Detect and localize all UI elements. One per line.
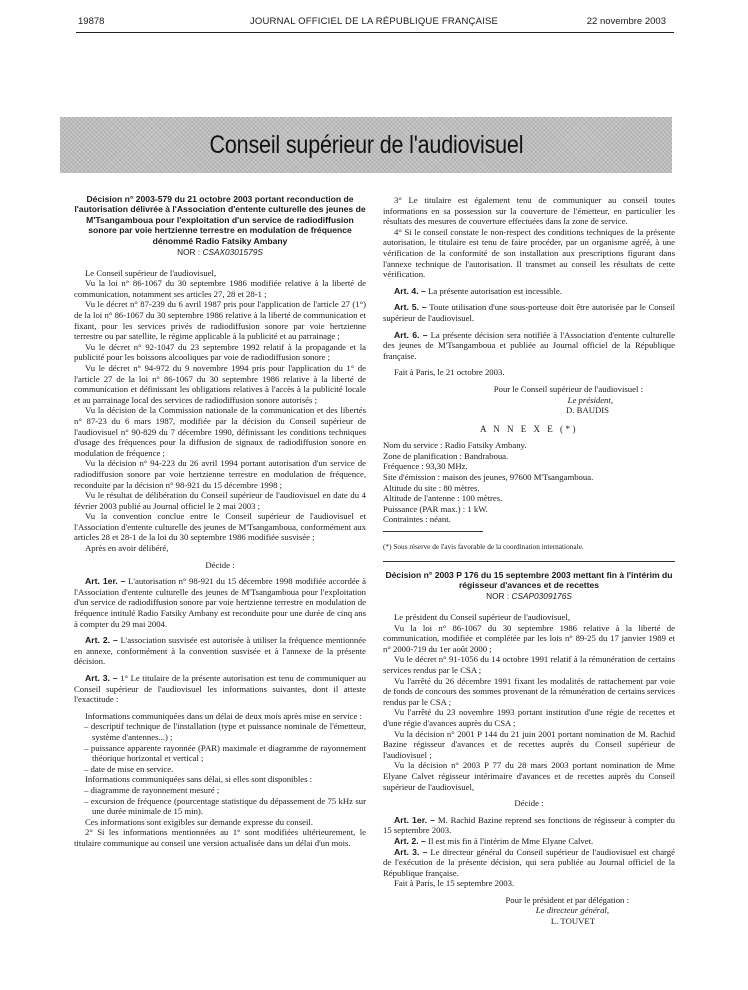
paragraph: Vu la loi n° 86-1067 du 30 septembre 1986 relative à la liberté de communication, modifiée et complétée par les lois n° 89-25 du 17 janvier 1989 et n° 2000-719 du 1er août 2000 ;: [383, 622, 675, 654]
list-item: – date de mise en service.: [84, 763, 174, 774]
article-2: [74, 635, 366, 667]
decide-heading: Décide :: [205, 559, 235, 570]
signature-title: Le directeur général,: [535, 905, 609, 916]
annex-footnote: (*) Sous réserve de l'avis favorable de la coordination internationale.: [383, 542, 584, 552]
annex-line: Altitude de l'antenne : 100 mètres.: [383, 493, 503, 504]
footnote-rule: [383, 531, 483, 532]
decide-heading: Décide :: [514, 798, 544, 809]
paragraph: Vu la convention conclue entre le Conseil supérieur de l'audiovisuel et l'Association d'entente culturelle des jeunes de M'Tsangamboua, conformément aux articles 28 et 28-1 de la loi du 30 septembre 1986 modifiée susvisée ;: [74, 511, 366, 543]
article-1: [74, 576, 366, 629]
paragraph: Informations communiquées sans délai, si elles sont disponibles :: [85, 774, 313, 785]
list: [74, 721, 366, 774]
paragraph: Vu la loi n° 86-1067 du 30 septembre 1986 modifiée relative à la liberté de communication, notamment ses articles 27, 28 et 28-1 ;: [74, 278, 366, 299]
paragraph: Le Conseil supérieur de l'audiovisuel,: [85, 267, 217, 278]
article-6: [383, 330, 675, 362]
paragraph: Vu l'arrêté du 26 décembre 1991 fixant les modalités de rattachement par voie de fonds de concours des sommes provenant de la rémunération de certains services rendus par le CSA ;: [383, 675, 675, 707]
signature-name: L. TOUVET: [550, 916, 595, 927]
paragraph: Vu la décision n° 94-223 du 26 avril 1994 portant autorisation d'un service de radiodiffusion sonore par voie hertzienne terrestre en modulation de fréquence, reconduite par la décision n° 98-921 du 15 décembre 1998 ;: [74, 458, 366, 490]
list-item: – excursion de fréquence (pourcentage statistique du dépassement de 75 kHz sur une durée minimale de 15 min).: [84, 795, 366, 817]
list-item: – puissance apparente rayonnée (PAR) maximale et diagramme de rayonnement théorique horizontal et vertical ;: [84, 742, 366, 764]
article-label: Art. 2. –: [85, 635, 118, 646]
annex-title: A N N E X E (*): [480, 423, 578, 434]
article-label: Art. 5. –: [394, 302, 427, 313]
page-number: 19878: [78, 16, 105, 27]
article-text: Toute utilisation d'une sous-porteuse doit être autorisée par le Conseil supérieur de l'audiovisuel.: [383, 302, 676, 323]
article-label: Art. 4. –: [394, 285, 426, 296]
paragraph: Vu le décret n° 91-1056 du 14 octobre 1991 relatif à la rémunération de certains services rendus par le CSA ;: [383, 654, 675, 675]
paragraph: Vu le décret n° 92-1047 du 23 septembre 1992 relatif à la propagande et la publicité pour les boissons alcooliques par voie de radiodiffusion sonore ;: [74, 341, 366, 363]
header-rule: [76, 32, 674, 33]
article-label: Art. 3. –: [394, 846, 428, 857]
article-label: Art. 1er. –: [85, 576, 126, 587]
list: [74, 785, 366, 817]
issue-date: 22 novembre 2003: [586, 16, 666, 27]
annex-line: Altitude du site : 80 mètres.: [383, 482, 480, 493]
paragraph: 3° Le titulaire est également tenu de communiquer au conseil toutes informations en sa possession sur la couverture de l'émetteur, en particulier les résultats des mesures de couverture effectuées dans la zone de service.: [383, 195, 675, 227]
annex-line: Nom du service : Radio Fatsiky Ambany.: [383, 440, 527, 451]
page-header: [0, 12, 748, 32]
nor-code: CSAX0301579S: [202, 247, 263, 258]
article-text: M. Rachid Bazine reprend ses fonctions de régisseur à compter du 15 septembre 2003.: [383, 814, 676, 836]
paragraph: 2° Si les informations mentionnées au 1° sont modifiées ultérieurement, le titulaire communique au conseil une version actualisée dans un délai d'un mois.: [74, 827, 366, 848]
done-at: Fait à Paris, le 21 octobre 2003.: [394, 367, 505, 378]
article-text: La présente autorisation est incessible.: [428, 285, 562, 296]
article-text: Il est mis fin à l'intérim de Mme Elyane Calvet.: [428, 835, 594, 846]
annex-list: [383, 440, 675, 525]
article-4: [383, 286, 675, 297]
list-item: – diagramme de rayonnement mesuré ;: [84, 784, 220, 795]
decision1-title: Décision n° 2003-579 du 21 octobre 2003 portant reconduction de l'autorisation délivrée à l'Association d'entente culturelle des jeunes de M'Tsangamboua pour l'exploitation d'un service de radiodiffusion sonore par voie hertzienne terrestre en modulation de fréquence dénommé Radio Fatsiky Ambany: [74, 194, 366, 246]
article-5: [383, 302, 675, 323]
article-label: Art. 2. –: [394, 835, 426, 846]
section-divider: [383, 561, 675, 562]
paragraph: Vu le décret n° 87-239 du 6 avril 1987 pris pour l'application de l'article 27 (1°) de la loi n° 86-1067 du 30 septembre 1986 relative à la liberté de communication et fixant, pour les services privés de radiodiffusion sonore par voie hertzienne terrestre ou par satellite, le régime applicable à la publicité et au parrainage ;: [74, 299, 366, 342]
decision2-title: Décision n° 2003 P 176 du 15 septembre 2003 mettant fin à l'intérim du régisseur d'avances et de recettes: [385, 569, 673, 591]
list-item: – descriptif technique de l'installation (type et puissance nominale de l'émetteur, système d'antennes...) ;: [84, 721, 366, 742]
paragraph: Vu la décision n° 2003 P 77 du 28 mars 2003 portant nomination de Mme Elyane Calvet régisseur intérimaire d'avances et de recettes auprès du Conseil supérieur de l'audiovisuel,: [383, 760, 675, 792]
done-at: Fait à Paris, le 15 septembre 2003.: [394, 878, 515, 889]
nor-label: NOR :: [486, 591, 510, 602]
paragraph: 4° Si le conseil constate le non-respect des conditions techniques de la présente autorisation, le titulaire est tenu de faire procéder, par un organisme agréé, à une vérification de la conformité de son installation aux prescriptions figurant dans l'annexe technique de l'autorisation. Il transmet au conseil les résultats de cette vérification.: [383, 226, 675, 280]
annex-line: Site d'émission : maison des jeunes, 97600 M'Tsangamboua.: [383, 472, 594, 483]
paragraph: Ces informations sont exigibles sur demande expresse du conseil.: [85, 816, 314, 827]
article-text: L'autorisation n° 98-921 du 15 décembre 1998 modifiée accordée à l'Association d'entente culturelle des jeunes de M'Tsangamboua pour l'exploitation d'un service de radiodiffusion sonore par voie hertzienne terrestre en modulation de fréquence intitulé Radio Fatsiky Ambany est reconduite pour une durée de cinq ans à compter du 29 mai 2004.: [74, 576, 366, 629]
nor-code: CSAP0309176S: [511, 591, 572, 602]
journal-title: JOURNAL OFFICIEL DE LA RÉPUBLIQUE FRANÇAISE: [249, 16, 499, 27]
article-1: [383, 815, 675, 836]
article-3: [383, 847, 675, 879]
paragraph: Informations communiquées dans un délai de deux mois après mise en service :: [85, 710, 362, 721]
paragraph: Vu le décret n° 94-972 du 9 novembre 1994 pris pour l'application du 1° de l'article 27 de la loi n° 86-1067 du 30 septembre 1986 relative à la liberté de communication et définissant les obligations relatives à l'accès à la publicité locale et au parrainage local des services de radiodiffusion sonore autorisés ;: [74, 362, 366, 405]
paragraph: Vu l'arrêté du 23 novembre 1993 portant institution d'une régie de recettes et d'une régie d'avances auprès du CSA ;: [383, 707, 675, 728]
signature-line: Pour le président et par délégation :: [505, 894, 629, 905]
section-title: Conseil supérieur de l'audiovisuel: [209, 130, 523, 159]
article-text: 1° Le titulaire de la présente autorisation est tenu de communiquer au Conseil supérieur de l'audiovisuel les informations suivantes, dont il atteste l'exactitude :: [74, 673, 367, 705]
article-2: [383, 836, 675, 847]
annex-line: Puissance (PAR max.) : 1 kW.: [383, 503, 488, 514]
right-column: [383, 195, 675, 927]
signature-title: Le président,: [567, 394, 613, 405]
decision1-nor: [74, 247, 366, 258]
article-3: [74, 673, 366, 705]
decision2-nor: [383, 591, 675, 602]
article-label: Art. 1er. –: [394, 814, 435, 825]
annex-line: Fréquence : 93,30 MHz.: [383, 461, 468, 472]
left-column: [74, 194, 366, 849]
paragraph: Vu la décision n° 2001 P 144 du 21 juin 2001 portant nomination de M. Rachid Bazine régisseur d'avances et de recettes auprès du Conseil supérieur de l'audiovisuel ;: [383, 728, 675, 760]
article-label: Art. 3. –: [85, 673, 118, 683]
paragraph: Vu le résultat de délibération du Conseil supérieur de l'audiovisuel en date du 4 février 2003 publié au Journal officiel le 2 mai 2003 ;: [74, 490, 366, 511]
article-text: La présente décision sera notifiée à l'Association d'entente culturelle des jeunes de M'Tsangamboua et publiée au Journal officiel de la République française.: [383, 329, 676, 361]
nor-label: NOR :: [177, 247, 201, 258]
paragraph: Vu la décision de la Commission nationale de la communication et des libertés n° 87-23 du 6 mars 1987, modifiée par la décision du Conseil supérieur de l'audiovisuel n° 90-829 du 7 décembre 1990, définissant les conditions techniques d'usage des fréquences pour la diffusion de signaux de radiodiffusion sonore en modulation de fréquence ;: [74, 405, 366, 458]
article-label: Art. 6. –: [394, 329, 428, 340]
article-text: Le directeur général du Conseil supérieur de l'audiovisuel est chargé de l'exécution de la présente décision, qui sera publiée au Journal officiel de la République française.: [383, 846, 675, 878]
section-banner: [60, 117, 672, 173]
signature-line: Pour le Conseil supérieur de l'audiovisuel :: [493, 383, 643, 394]
annex-line: Zone de planification : Bandraboua.: [383, 450, 509, 461]
annex-line: Contraintes : néant.: [383, 514, 451, 525]
signature-name: D. BAUDIS: [566, 405, 609, 416]
paragraph: Après en avoir délibéré,: [85, 543, 169, 554]
paragraph: Le président du Conseil supérieur de l'audiovisuel,: [394, 612, 570, 623]
article-text: L'association susvisée est autorisée à utiliser la fréquence mentionnée en annexe, conformément à la convention susvisée et à l'annexe de la présente décision.: [74, 635, 366, 667]
